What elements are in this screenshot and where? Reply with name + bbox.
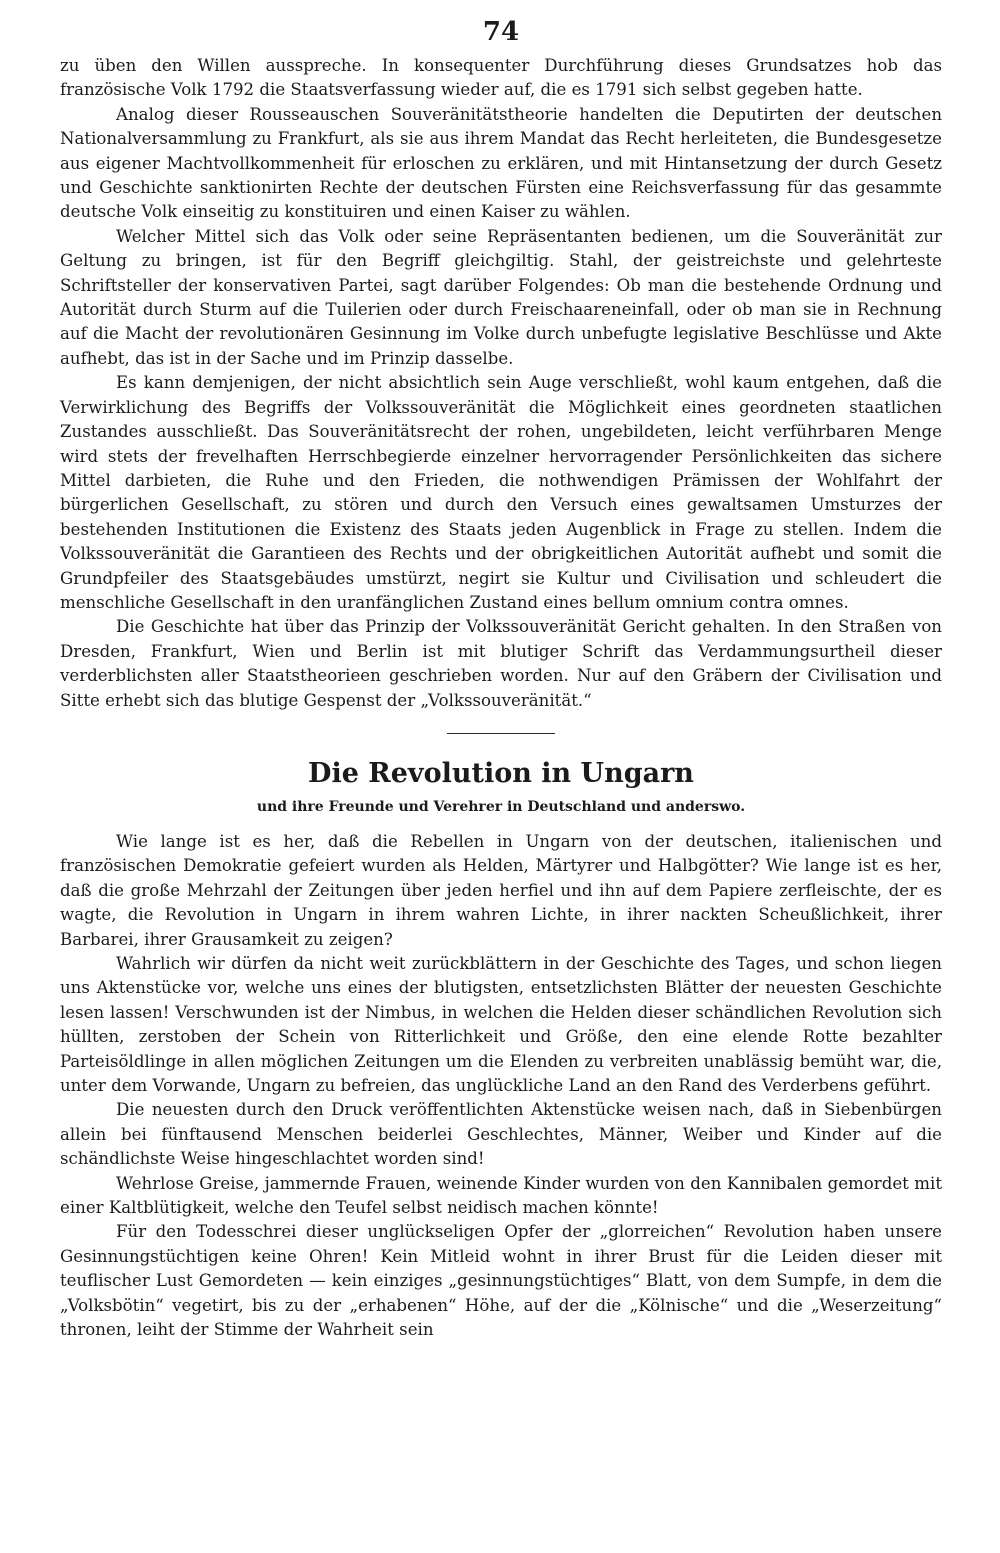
section-divider bbox=[447, 733, 555, 734]
paragraph: Wahrlich wir dürfen da nicht weit zurückblättern in der Geschichte des Tages, und schon liegen uns Aktenstücke vor, welche uns eines der blutigsten, entsetzlichsten Blätter der neuesten Geschichte lesen lassen! Verschwunden ist der Nimbus, in welchen die Helden dieser schändlichen Revolution sich hüllten, zerstoben der Schein von Ritterlichkeit und Größe, den eine elende Rotte bezahlter Parteisöldlinge in allen möglichen Zeitungen um die Elenden zu verbreiten unablässig bemüht war, die, unter dem Vorwande, Ungarn zu befreien, das unglückliche Land an den Rand des Verderbens geführt. bbox=[60, 954, 942, 1096]
paragraph: Welcher Mittel sich das Volk oder seine Repräsentanten bedienen, um die Souveränität zur Geltung zu bringen, ist für den Begriff gleichgiltig. Stahl, der geistreichste und gelehrteste Schriftsteller der konservativen Partei, sagt darüber Folgendes: Ob man die bestehende Ordnung und Autorität durch Sturm auf die Tuilerien oder durch Freischaareneinfall, oder ob man sie in Rechnung auf die Macht der revolutionären Gesinnung im Volke durch unbefugte legislative Beschlüsse und Akte aufhebt, das ist in der Sache und im Prinzip dasselbe. bbox=[60, 226, 942, 368]
article-subtitle: und ihre Freunde und Verehrer in Deutschland und anderswo. bbox=[256, 798, 746, 815]
body-text bbox=[60, 54, 942, 713]
paragraph: Die Geschichte hat über das Prinzip der Volkssouveränität Gericht gehalten. In den Straßen von Dresden, Frankfurt, Wien und Berlin ist mit blutiger Schrift das Verdammungsurtheil dieser verderblichsten aller Staatstheorieen geschrieben worden. Nur auf den Gräbern der Civilisation und Sitte erhebt sich das blutige Gespenst der „Volkssouveränität.“ bbox=[60, 617, 942, 710]
book-page bbox=[60, 14, 942, 1544]
paragraph: Es kann demjenigen, der nicht absichtlich sein Auge verschließt, wohl kaum entgehen, daß die Verwirklichung des Begriffs der Volkssouveränität die Möglichkeit eines geordneten staatlichen Zustandes ausschließt. Das Souveränitätsrecht der rohen, ungebildeten, leicht verführbaren Menge wird stets der frevelhaften Herrschbegierde einzelner hervorragender Persönlichkeiten das sichere Mittel darbieten, die Ruhe und den Frieden, die nothwendigen Prämissen der Wohlfahrt der bürgerlichen Gesellschaft, zu stören und durch den Versuch eines gewaltsamen Umsturzes der bestehenden Institutionen die Existenz des Staats jeden Augenblick in Frage zu stellen. Indem die Volkssouveränität die Garantieen des Rechts und der obrigkeitlichen Autorität aufhebt und somit die Grundpfeiler des Staatsgebäudes umstürzt, negirt sie Kultur und Civilisation und schleudert die menschliche Gesellschaft in den uranfänglichen Zustand eines bellum omnium contra omnes. bbox=[60, 373, 942, 612]
paragraph: Wie lange ist es her, daß die Rebellen in Ungarn von der deutschen, italienischen und französischen Demokratie gefeiert wurden als Helden, Märtyrer und Halbgötter? Wie lange ist es her, daß die große Mehrzahl der Zeitungen über jeden herfiel und ihn auf dem Papiere zerfleischte, der es wagte, die Revolution in Ungarn in ihrem wahren Lichte, in ihrer nackten Scheußlichkeit, ihrer Barbarei, ihrer Grausamkeit zu zeigen? bbox=[60, 831, 942, 949]
paragraph: Analog dieser Rousseauschen Souveränitätstheorie handelten die Deputirten der deutschen Nationalversammlung zu Frankfurt, als sie aus ihrem Mandat das Recht herleiteten, die Bundesgesetze aus eigener Machtvollkommenheit für erloschen zu erklären, und mit Hintansetzung der durch Gesetz und Geschichte sanktionirten Rechte der deutschen Fürsten eine Reichsverfassung für das gesammte deutsche Volk einseitig zu konstituiren und einen Kaiser zu wählen. bbox=[60, 104, 942, 222]
paragraph: zu üben den Willen ausspreche. In konsequenter Durchführung dieses Grundsatzes hob das französische Volk 1792 die Staatsverfassung wieder auf, die es 1791 sich selbst gegeben hatte. bbox=[60, 56, 942, 100]
paragraph: Für den Todesschrei dieser unglückseligen Opfer der „glorreichen“ Revolution haben unsere Gesinnungstüchtigen keine Ohren! Kein Mitleid wohnt in ihrer Brust für die Leiden dieser mit teuflischer Lust Gemordeten — kein einziges „gesinnungstüchtiges“ Blatt, von dem Sumpfe, in dem die „Volksbötin“ vegetirt, bis zu der „erhabenen“ Höhe, auf der die „Kölnische“ und die „Weserzeitung“ thronen, leiht der Stimme der Wahrheit sein bbox=[60, 1222, 942, 1340]
paragraph: Wehrlose Greise, jammernde Frauen, weinende Kinder wurden von den Kannibalen gemordet mit einer Kaltblütigkeit, welche den Teufel selbst neidisch machen könnte! bbox=[60, 1173, 942, 1218]
article-title: Die Revolution in Ungarn bbox=[308, 757, 694, 789]
page-number: 74 bbox=[482, 17, 520, 47]
article-body bbox=[60, 830, 942, 1343]
paragraph: Die neuesten durch den Druck veröffentlichten Aktenstücke weisen nach, daß in Siebenbürgen allein bei fünftausend Menschen beiderlei Geschlechtes, Männer, Weiber und Kinder auf die schändlichste Weise hingeschlachtet worden sind! bbox=[60, 1100, 942, 1169]
